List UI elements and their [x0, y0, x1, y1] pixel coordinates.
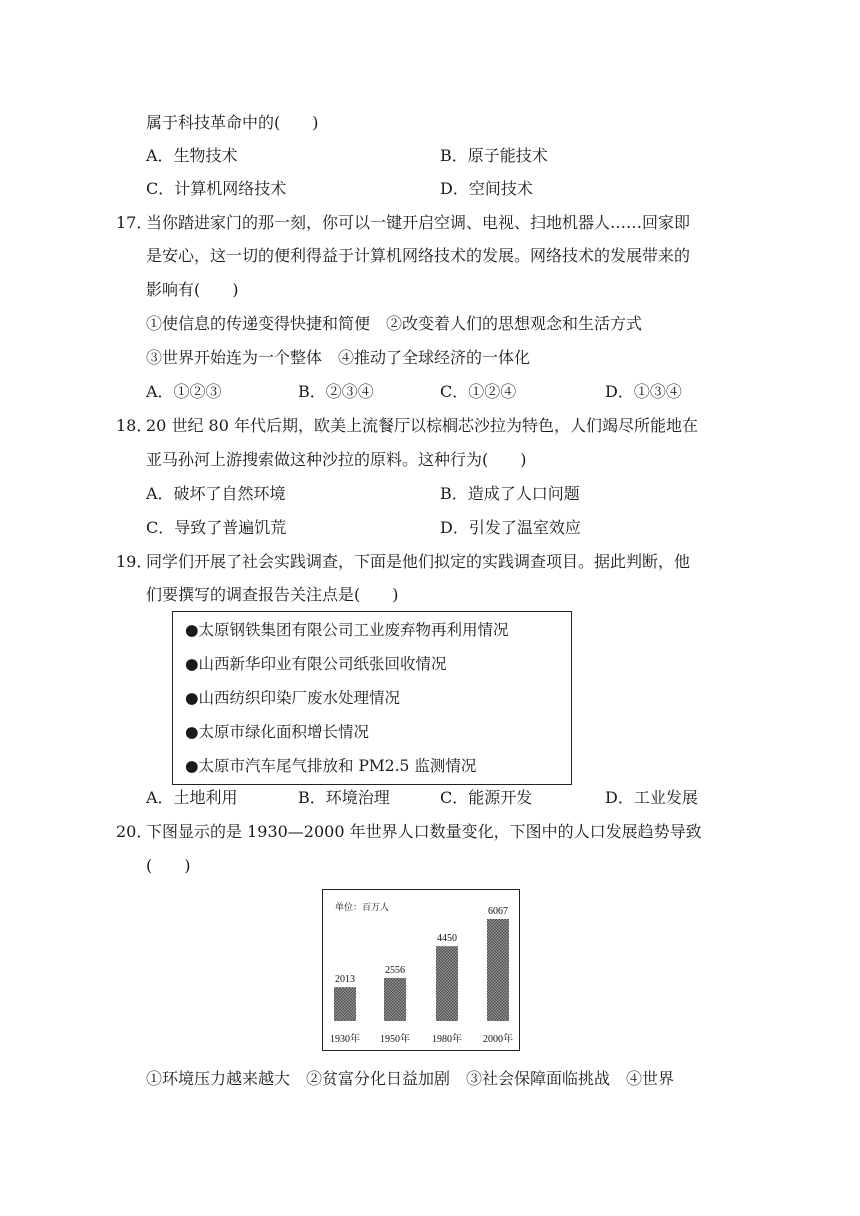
- bar-value-label: 6067: [488, 906, 508, 917]
- bar-1930年: [334, 987, 356, 1021]
- category-label: 1950年: [380, 1034, 410, 1045]
- q18-option-a[interactable]: A．破坏了自然环境: [146, 484, 286, 503]
- category-label: 1930年: [330, 1034, 360, 1045]
- survey-item: ●山西新华印业有限公司纸张回收情况: [185, 655, 447, 673]
- q20-items-line: ①环境压力越来越大 ②贫富分化日益加剧 ③社会保障面临挑战 ④世界: [146, 1069, 675, 1088]
- survey-item: ●太原市绿化面积增长情况: [185, 723, 370, 741]
- q20-line-2: ( ): [146, 856, 191, 875]
- q19-line-2: 们要撰写的调查报告关注点是( ): [146, 585, 399, 604]
- bar-value-label: 2013: [335, 974, 355, 986]
- q17-option-d[interactable]: D．①③④: [605, 382, 682, 401]
- q17-item-line-1: ①使信息的传递变得快捷和简便 ②改变着人们的思想观念和生活方式: [146, 314, 643, 333]
- chart-unit-label: 单位：百万人: [335, 903, 390, 913]
- q18-option-b[interactable]: B．造成了人口问题: [440, 484, 580, 503]
- q19-option-a[interactable]: A．土地利用: [146, 788, 238, 807]
- q17-item-line-2: ③世界开始连为一个整体 ④推动了全球经济的一体化: [146, 348, 531, 367]
- survey-item: ●山西纺织印染厂废水处理情况: [185, 689, 401, 707]
- bar-value-label: 4450: [437, 933, 457, 945]
- q20-number: 20．: [116, 822, 153, 841]
- q18-number: 18．: [116, 416, 153, 435]
- survey-item: ●太原钢铁集团有限公司工业废弃物再利用情况: [185, 621, 509, 639]
- q19-number: 19．: [116, 552, 153, 571]
- q17-option-b[interactable]: B．②③④: [298, 382, 374, 401]
- category-label: 2000年: [483, 1034, 513, 1045]
- bar-1950年: [384, 978, 406, 1021]
- q17-option-a[interactable]: A．①②③: [146, 382, 222, 401]
- q18-option-c[interactable]: C．导致了普遍饥荒: [146, 518, 287, 537]
- q17-line-2: 是安心，这一切的便利得益于计算机网络技术的发展。网络技术的发展带来的: [146, 246, 691, 265]
- category-label: 1980年: [432, 1034, 462, 1045]
- survey-item: ●太原市汽车尾气排放和 PM2.5 监测情况: [185, 757, 477, 775]
- q17-line-1: 当你踏进家门的那一刻，你可以一键开启空调、电视、扫地机器人……回家即: [146, 213, 691, 232]
- q18-option-d[interactable]: D．引发了温室效应: [440, 518, 581, 537]
- population-chart-svg: [323, 890, 519, 1050]
- survey-items-box: [172, 611, 572, 785]
- q19-option-b[interactable]: B．环境治理: [298, 788, 390, 807]
- q17-option-c[interactable]: C．①②④: [440, 382, 517, 401]
- q18-line-1: 20 世纪 80 年代后期，欧美上流餐厅以棕榈芯沙拉为特色，人们竭尽所能地在: [146, 416, 698, 435]
- q19-line-1: 同学们开展了社会实践调查，下面是他们拟定的实践调查项目。据此判断，他: [146, 552, 691, 571]
- bar-value-label: 2556: [385, 965, 405, 977]
- q17-number: 17．: [116, 213, 153, 232]
- q17-line-3: 影响有( ): [146, 280, 239, 299]
- q16-option-d[interactable]: D．空间技术: [440, 179, 533, 198]
- q19-option-c[interactable]: C．能源开发: [440, 788, 533, 807]
- q16-stem: 属于科技革命中的( ): [146, 113, 319, 132]
- q20-line-1: 下图显示的是 1930—2000 年世界人口数量变化，下图中的人口发展趋势导致: [146, 822, 702, 841]
- q16-option-c[interactable]: C．计算机网络技术: [146, 179, 287, 198]
- q16-option-b[interactable]: B．原子能技术: [440, 146, 548, 165]
- q18-line-2: 亚马孙河上游搜索做这种沙拉的原料。这种行为( ): [146, 450, 527, 469]
- q19-option-d[interactable]: D．工业发展: [605, 788, 698, 807]
- population-bar-chart: [322, 889, 520, 1051]
- bar-1980年: [436, 946, 458, 1021]
- bar-2000年: [487, 919, 509, 1021]
- q16-option-a[interactable]: A．生物技术: [146, 146, 238, 165]
